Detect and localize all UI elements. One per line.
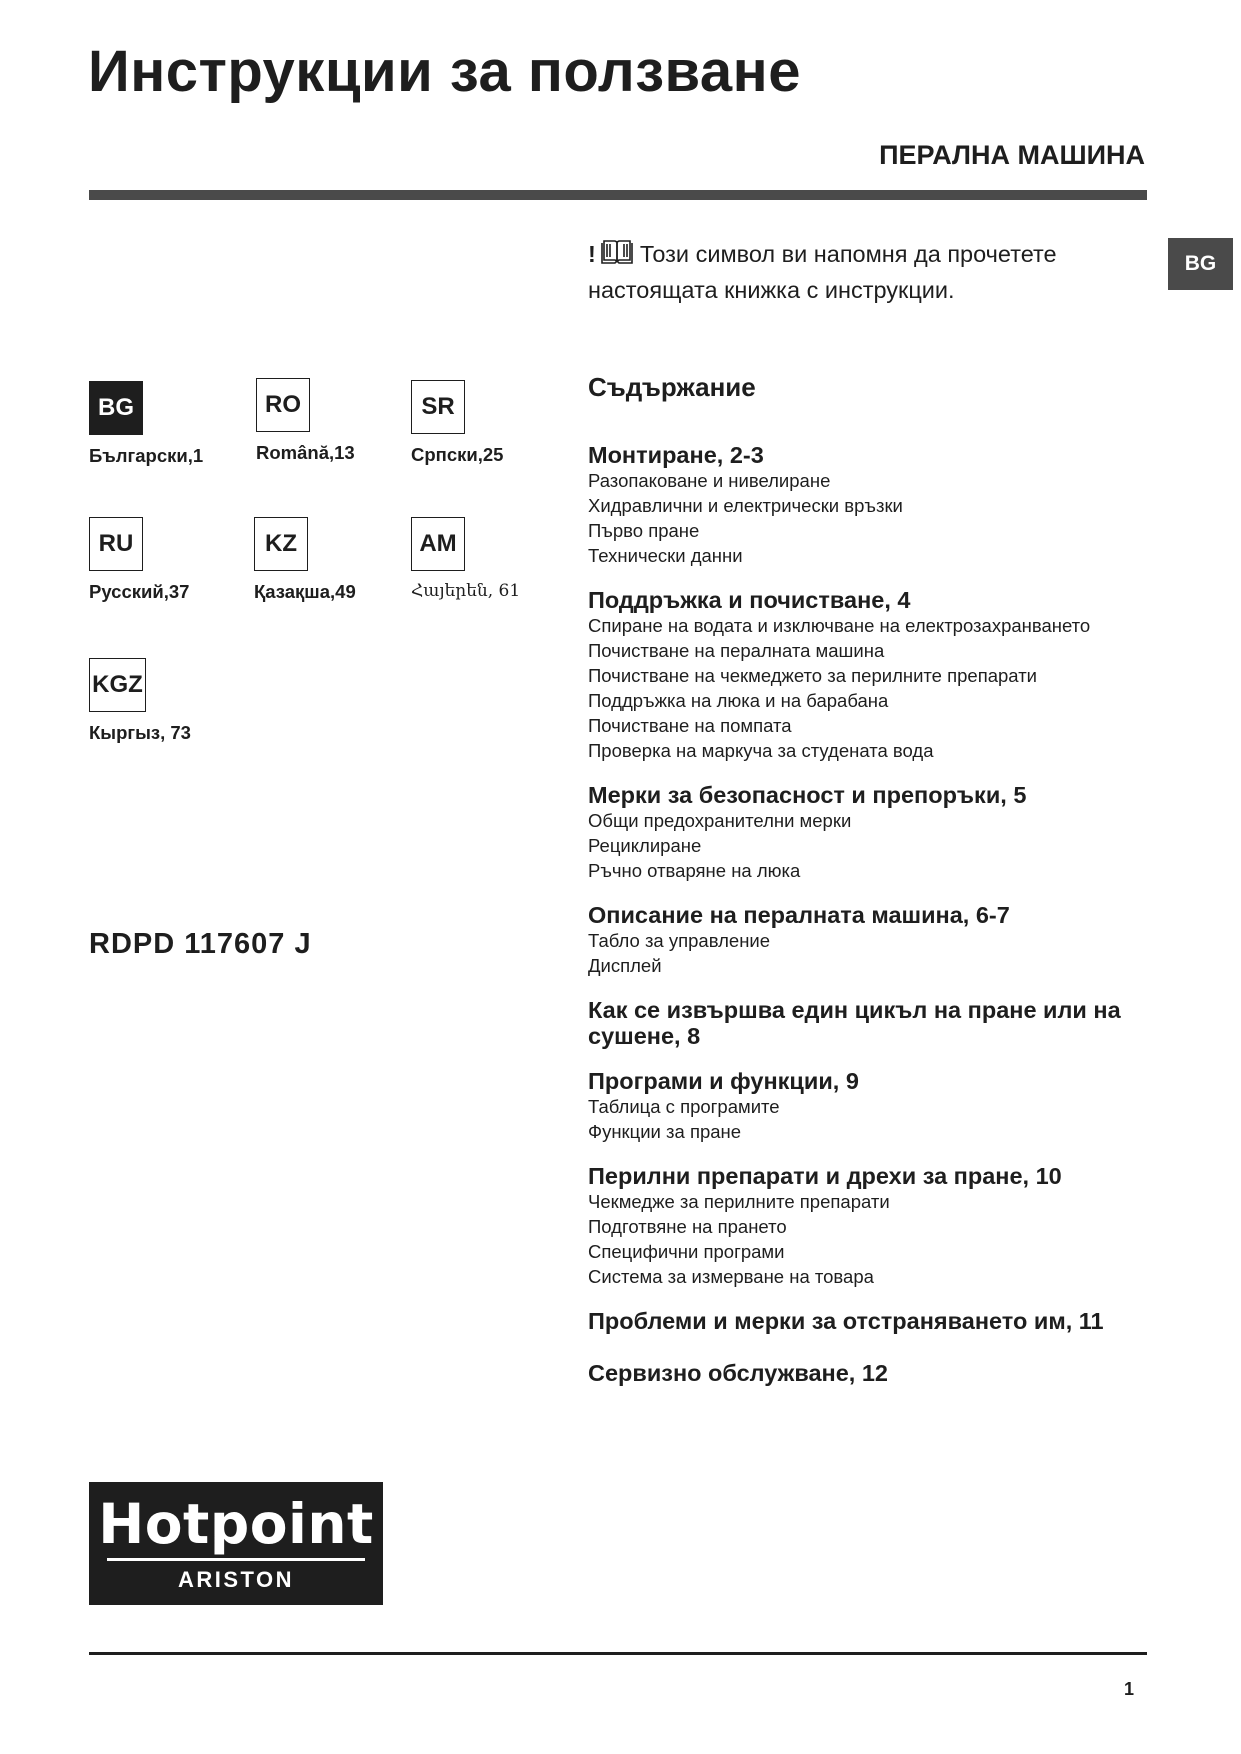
footer-rule xyxy=(89,1652,1147,1655)
language-code: KZ xyxy=(254,517,308,571)
language-code: RO xyxy=(256,378,310,432)
toc-item: Специфични програми xyxy=(588,1241,785,1262)
toc-section-safety[interactable] xyxy=(588,782,1148,883)
toc-section-title: Мерки за безопасност и препоръки, 5 xyxy=(588,782,1027,808)
logo-brand: Hotpoint xyxy=(98,1492,374,1556)
toc-section-wash-cycle[interactable] xyxy=(588,997,1148,1049)
toc-section-troubleshooting[interactable] xyxy=(588,1308,1148,1334)
language-am[interactable] xyxy=(411,517,520,601)
toc-section-title: Сервизно обслужване, 12 xyxy=(588,1360,888,1386)
language-label: Русский,37 xyxy=(89,581,190,602)
logo-divider xyxy=(107,1558,365,1561)
toc-item: Система за измерване на товара xyxy=(588,1266,874,1287)
language-code: RU xyxy=(89,517,143,571)
toc-section-title: Описание на пералната машина, 6-7 xyxy=(588,902,1010,928)
toc-item: Технически данни xyxy=(588,545,743,566)
language-code: SR xyxy=(411,380,465,434)
hotpoint-ariston-logo xyxy=(89,1482,383,1605)
toc-item: Чекмедже за перилните препарати xyxy=(588,1191,890,1212)
language-side-tab: BG xyxy=(1168,238,1233,290)
language-label: Кыргыз, 73 xyxy=(89,722,191,743)
read-manual-notice xyxy=(588,236,1128,308)
toc-section-programmes[interactable] xyxy=(588,1068,1148,1144)
toc-item: Функции за пране xyxy=(588,1121,742,1142)
language-code: AM xyxy=(411,517,465,571)
toc-section-title: Как се извършва един цикъл на пране или на сушене, 8 xyxy=(588,997,1121,1049)
toc-item: Почистване на помпата xyxy=(588,715,792,736)
language-ro[interactable] xyxy=(256,378,355,464)
toc-section-title: Перилни препарати и дрехи за пране, 10 xyxy=(588,1163,1062,1189)
language-label: Српски,25 xyxy=(411,444,504,465)
toc-item: Общи предохранителни мерки xyxy=(588,810,852,831)
language-label: Հայերեն, 61 xyxy=(411,581,521,601)
language-kz[interactable] xyxy=(254,517,356,603)
toc-item: Почистване на чекмеджето за перилните препарати xyxy=(588,665,1037,686)
toc-item: Таблица с програмите xyxy=(588,1096,780,1117)
toc-section-installation[interactable] xyxy=(588,442,1148,568)
toc-item: Почистване на пералната машина xyxy=(588,640,885,661)
toc-section-detergents[interactable] xyxy=(588,1163,1148,1289)
toc-section-title: Проблеми и мерки за отстраняването им, 11 xyxy=(588,1308,1104,1334)
toc-item: Дисплей xyxy=(588,955,662,976)
toc-section-service[interactable] xyxy=(588,1360,1148,1386)
language-bg[interactable] xyxy=(89,381,203,467)
product-type: ПЕРАЛНА МАШИНА xyxy=(879,140,1145,170)
document-title: Инструкции за ползване xyxy=(88,39,801,104)
toc-section-title: Монтиране, 2-3 xyxy=(588,442,764,468)
toc-item: Табло за управление xyxy=(588,930,771,951)
model-number: RDPD 117607 J xyxy=(89,928,312,960)
toc-item: Подготвяне на прането xyxy=(588,1216,787,1237)
table-of-contents xyxy=(588,372,1148,1405)
language-code: BG xyxy=(89,381,143,435)
language-kgz[interactable] xyxy=(89,658,191,744)
toc-heading: Съдържание xyxy=(588,372,756,402)
toc-item: Първо пране xyxy=(588,520,700,541)
toc-section-title: Поддръжка и почистване, 4 xyxy=(588,587,911,613)
toc-item: Разопаковане и нивелиране xyxy=(588,470,831,491)
language-label: Български,1 xyxy=(89,445,204,466)
header-rule xyxy=(89,190,1147,200)
language-label: Қазақша,49 xyxy=(254,581,356,602)
toc-item: Проверка на маркуча за студената вода xyxy=(588,740,934,761)
notice-text: Този символ ви напомня да прочетете настоящата книжка с инструкции. xyxy=(588,241,1057,303)
language-ru[interactable] xyxy=(89,517,189,603)
toc-item: Рециклиране xyxy=(588,835,702,856)
language-code: KGZ xyxy=(89,658,146,712)
language-sr[interactable] xyxy=(411,380,503,466)
language-label: Română,13 xyxy=(256,442,355,463)
toc-section-description[interactable] xyxy=(588,902,1148,978)
page-number: 1 xyxy=(1124,1679,1135,1699)
toc-section-maintenance[interactable] xyxy=(588,587,1148,763)
toc-item: Хидравлични и електрически връзки xyxy=(588,495,903,516)
toc-section-title: Програми и функции, 9 xyxy=(588,1068,859,1094)
toc-item: Спиране на водата и изключване на електрозахранването xyxy=(588,615,1091,636)
open-book-icon xyxy=(600,239,634,265)
exclamation-mark: ! xyxy=(588,241,596,267)
logo-sub-brand: ARISTON xyxy=(177,1567,295,1592)
toc-item: Ръчно отваряне на люка xyxy=(588,860,801,881)
toc-item: Поддръжка на люка и на барабана xyxy=(588,690,889,711)
